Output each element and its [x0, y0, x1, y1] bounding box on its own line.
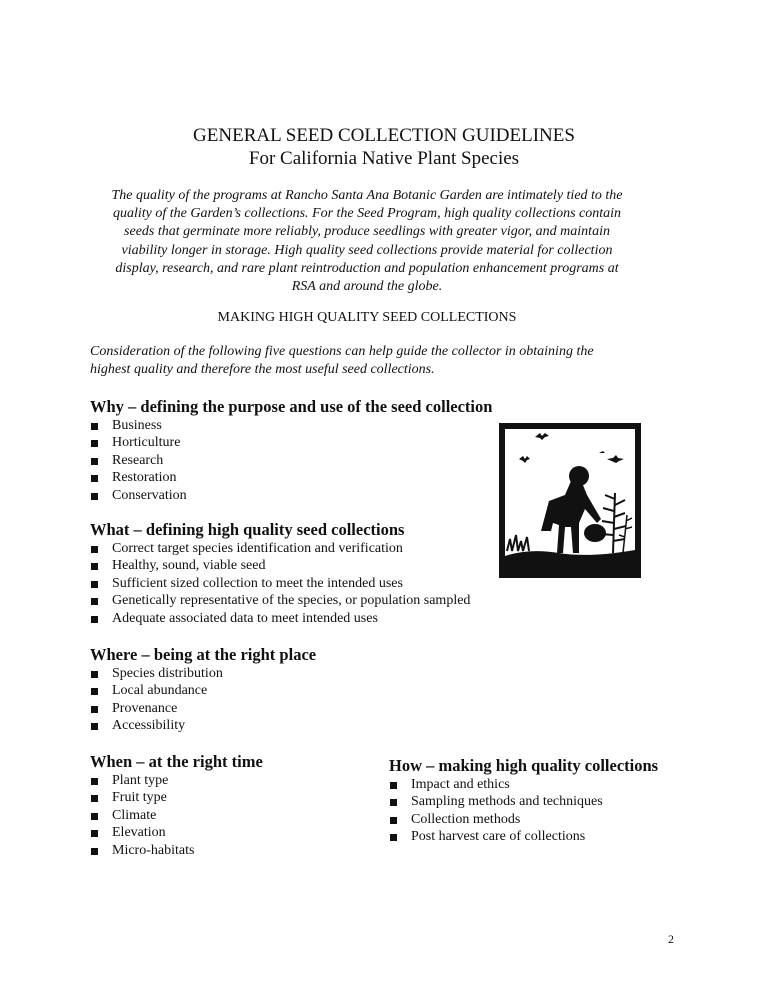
intro-line: seeds that germinate more reliably, produce seedlings with greater vigor, and maintain — [124, 224, 610, 240]
bullet-icon — [91, 723, 98, 730]
list-item-text: Micro-habitats — [112, 842, 195, 858]
list-item-text: Research — [112, 452, 164, 468]
list-item — [90, 540, 470, 557]
list-item-text: Species distribution — [112, 666, 223, 681]
bullet-icon — [390, 817, 397, 824]
list-item — [90, 717, 316, 734]
where-list — [90, 665, 316, 735]
list-item-text: Horticulture — [112, 435, 181, 451]
bullet-icon — [91, 671, 98, 678]
list-item — [90, 789, 263, 806]
bullet-icon — [390, 782, 397, 789]
how-section — [389, 756, 658, 846]
intro-line: RSA and around the globe. — [291, 279, 443, 295]
when-section — [90, 752, 263, 859]
section-subheading: MAKING HIGH QUALITY SEED COLLECTIONS — [217, 310, 517, 325]
list-item — [90, 772, 263, 789]
list-item — [90, 665, 316, 682]
list-item — [389, 793, 658, 810]
list-item — [90, 557, 470, 574]
bullet-icon — [91, 458, 98, 465]
list-item-text: Provenance — [112, 700, 178, 716]
bullet-icon — [91, 706, 98, 713]
where-heading: Where – being at the right place — [90, 645, 317, 664]
list-item-text: Impact and ethics — [411, 777, 510, 792]
bullet-icon — [91, 813, 98, 820]
list-item-text: Sampling methods and techniques — [411, 794, 603, 810]
list-item — [90, 434, 492, 451]
list-item-text: Restoration — [112, 470, 177, 486]
list-item-text: Adequate associated data to meet intended uses — [112, 610, 378, 626]
bullet-icon — [91, 440, 98, 447]
intro-line: viability longer in storage. High quality seed collections provide material for collection — [121, 242, 613, 258]
bullet-icon — [91, 546, 98, 553]
list-item-text: Climate — [112, 807, 157, 823]
list-item-text: Genetically representative of the species, or population sampled — [112, 593, 471, 609]
list-item-text: Accessibility — [112, 718, 186, 734]
list-item-text: Fruit type — [112, 790, 167, 806]
consideration-paragraph — [90, 343, 670, 380]
bullet-icon — [91, 475, 98, 482]
document-subtitle: For California Native Plant Species — [248, 148, 520, 169]
list-item-text: Healthy, sound, viable seed — [112, 558, 266, 574]
how-heading: How – making high quality collections — [389, 756, 659, 775]
list-item — [90, 575, 470, 592]
list-item-text: Plant type — [112, 773, 169, 788]
list-item — [90, 610, 470, 627]
intro-line: quality of the Garden’s collections. For the Seed Program, high quality collections contain — [112, 206, 622, 222]
intro-paragraph — [86, 187, 648, 296]
consideration-line: highest quality and therefore the most useful seed collections. — [90, 362, 435, 378]
list-item — [90, 469, 492, 486]
list-item — [389, 828, 658, 845]
list-item — [389, 776, 658, 793]
what-list — [90, 540, 470, 627]
how-list — [389, 776, 658, 846]
list-item — [389, 811, 658, 828]
what-section — [90, 520, 470, 627]
why-list — [90, 417, 492, 504]
where-section — [90, 645, 316, 735]
list-item-text: Conservation — [112, 487, 187, 503]
bullet-icon — [91, 795, 98, 802]
intro-line: display, research, and rare plant reintroduction and population enhancement programs at — [115, 260, 619, 276]
list-item-text: Post harvest care of collections — [411, 829, 586, 845]
list-item-text: Collection methods — [411, 811, 521, 827]
consideration-line: Consideration of the following five questions can help guide the collector in obtaining the — [90, 344, 594, 359]
list-item — [90, 417, 492, 434]
bullet-icon — [91, 581, 98, 588]
document-title: GENERAL SEED COLLECTION GUIDELINES — [193, 125, 575, 146]
list-item-text: Local abundance — [112, 683, 208, 699]
seed-collector-silhouette-image — [499, 423, 641, 578]
list-item-text: Correct target species identification and verification — [112, 541, 403, 556]
bullet-icon — [91, 563, 98, 570]
bullet-icon — [91, 830, 98, 837]
list-item — [90, 487, 492, 504]
list-item — [90, 700, 316, 717]
bullet-icon — [91, 423, 98, 430]
why-heading: Why – defining the purpose and use of the seed collection — [90, 397, 493, 416]
intro-line: The quality of the programs at Rancho Santa Ana Botanic Garden are intimately tied to the — [111, 188, 623, 203]
bullet-icon — [390, 799, 397, 806]
when-heading: When – at the right time — [90, 752, 263, 771]
list-item — [90, 682, 316, 699]
why-section — [90, 397, 492, 504]
when-list — [90, 772, 263, 859]
list-item — [90, 842, 263, 859]
bullet-icon — [91, 493, 98, 500]
bullet-icon — [91, 598, 98, 605]
bullet-icon — [91, 688, 98, 695]
bullet-icon — [390, 834, 397, 841]
bullet-icon — [91, 616, 98, 623]
list-item-text: Business — [112, 418, 162, 433]
what-heading: What – defining high quality seed collections — [90, 520, 405, 539]
list-item — [90, 824, 263, 841]
list-item — [90, 592, 470, 609]
list-item — [90, 807, 263, 824]
list-item — [90, 452, 492, 469]
list-item-text: Elevation — [112, 825, 166, 841]
list-item-text: Sufficient sized collection to meet the intended uses — [112, 575, 403, 591]
page-number: 2 — [668, 932, 674, 946]
bullet-icon — [91, 778, 98, 785]
bullet-icon — [91, 848, 98, 855]
